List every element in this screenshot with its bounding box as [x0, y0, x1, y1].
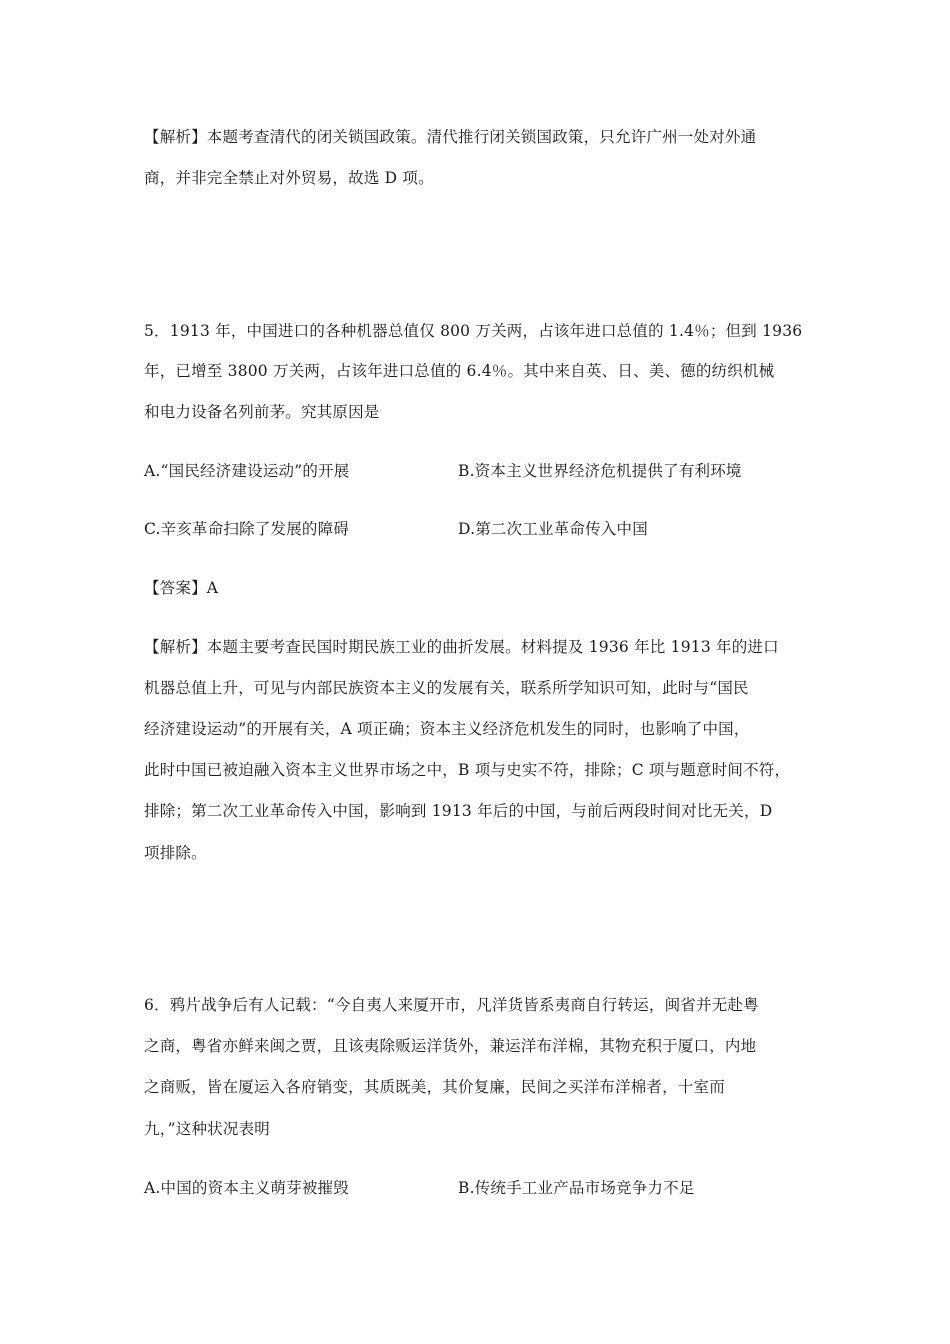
q5-analysis-line-1: 【解析】本题主要考查民国时期民族工业的曲折发展。材料提及 1936 年比 1913 年的进口 — [144, 638, 779, 656]
q5-analysis-line-6: 项排除。 — [144, 844, 207, 862]
q5-stem-line-3: 和电力设备名列前茅。究其原因是 — [144, 403, 380, 421]
q6-stem-line-4: 九，”这种状况表明 — [144, 1120, 270, 1138]
q5-option-b: B.资本主义世界经济危机提供了有利环境 — [458, 462, 742, 480]
q6-stem-line-3: 之商贩，皆在厦运入各府销变，其质既美，其价复廉，民间之买洋布洋棉者，十室而 — [144, 1078, 725, 1096]
q6-option-a: A.中国的资本主义萌芽被摧毁 — [144, 1179, 349, 1197]
q5-analysis-line-3: 经济建设运动”的开展有关，A 项正确；资本主义经济危机发生的同时，也影响了中国， — [144, 720, 750, 738]
q5-option-c: C.辛亥革命扫除了发展的障碍 — [144, 520, 350, 538]
q5-stem-line-2: 年，已增至 3800 万关两，占该年进口总值的 6.4％。其中来自英、日、美、德的纺织机械 — [144, 362, 775, 380]
q5-analysis-line-4: 此时中国已被迫融入资本主义世界市场之中，B 项与史实不符，排除；C 项与题意时间不符， — [144, 761, 791, 779]
q5-analysis-line-5: 排除；第二次工业革命传入中国，影响到 1913 年后的中国，与前后两段时间对比无关，D — [144, 802, 773, 820]
q6-stem-line-1: 6．鸦片战争后有人记载：“今自夷人来厦开市，凡洋货皆系夷商自行转运，闽省并无赴粤 — [144, 996, 759, 1014]
q5-stem-line-1: 5．1913 年，中国进口的各种机器总值仅 800 万关两，占该年进口总值的 1.4％；但到 1936 — [144, 322, 803, 340]
prev-analysis-line-2: 商，并非完全禁止对外贸易，故选 D 项。 — [144, 169, 434, 187]
q5-option-d: D.第二次工业革命传入中国 — [458, 520, 648, 538]
prev-analysis-line-1: 【解析】本题考查清代的闭关锁国政策。清代推行闭关锁国政策，只允许广州一处对外通 — [144, 128, 757, 146]
q6-option-b: B.传统手工业产品市场竞争力不足 — [458, 1179, 695, 1197]
q6-stem-line-2: 之商，粤省亦鲜来闽之贾，且该夷除贩运洋货外，兼运洋布洋棉，其物充积于厦口，内地 — [144, 1037, 757, 1055]
q5-answer: 【答案】A — [144, 579, 219, 597]
q5-analysis-line-2: 机器总值上升，可见与内部民族资本主义的发展有关，联系所学知识可知，此时与“国民 — [144, 679, 749, 697]
q5-option-a: A.“国民经济建设运动”的开展 — [144, 462, 350, 480]
